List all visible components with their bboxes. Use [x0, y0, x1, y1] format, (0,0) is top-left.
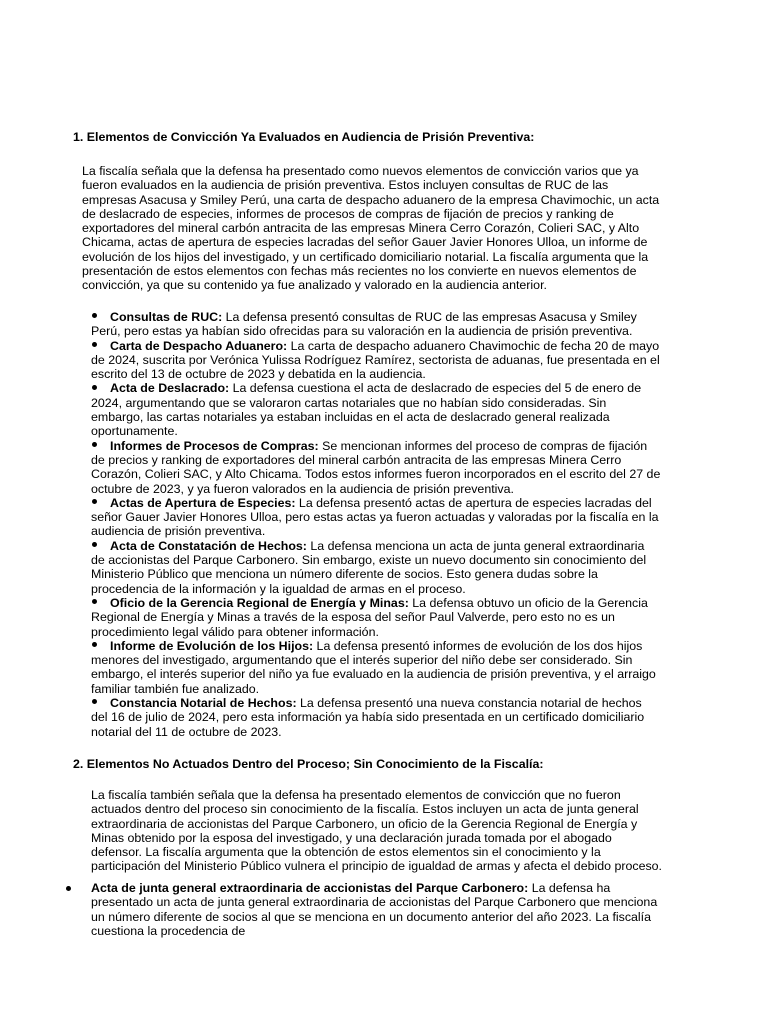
item-text: La defensa cuestiona el acta de deslacrado de especies del 5 de enero de 2024, argumentando que se valoraron cartas notariales que no habían sido consideradas. Sin embargo, las cartas notariales ya estaban incluidas en el acta de deslacrado general realizada oportunamente. [91, 381, 642, 439]
item-text: La defensa presentó informes de evolución de los dos hijos menores del investigado, argumentando que el interés superior del niño debe ser considerado. Sin embargo, el interés superior del niño ya fue evaluado en la audiencia de prisión preventiva, y el arraigo familiar también fue analizado. [91, 638, 656, 696]
list-item [91, 310, 661, 339]
bullet-icon [92, 442, 97, 447]
item-text: Se mencionan informes del proceso de compras de fijación de precios y ranking de exportadores del mineral carbón antracita de las empresas Minera Cerro Corazón, Colieri SAC, y Alto Chicama. Todos estos informes fueron incorporados en el escrito del 27 de octubre de 2023, y ya fueron valorados en la audiencia de prisión preventiva. [91, 438, 661, 496]
item-label: Acta de junta general extraordinaria de accionistas del Parque Carbonero: [91, 881, 529, 895]
item-text: La defensa menciona un acta de junta general extraordinaria de accionistas del Parque Carbonero. Sin embargo, existe un nuevo documento sin conocimiento del Ministerio Público que menciona un número diferente de socios. Esto genera dudas sobre la procedencia de la información y la igualdad de armas en el proceso. [91, 538, 647, 596]
item-label: Acta de Deslacrado: [110, 381, 230, 396]
list-item [91, 696, 661, 739]
bullet-icon [66, 886, 71, 891]
list-item [91, 439, 661, 496]
bullet-icon [92, 342, 97, 347]
item-label: Carta de Despacho Aduanero: [110, 338, 288, 353]
section-1-bullet-list [91, 310, 661, 739]
item-label: Acta de Constatación de Hechos: [110, 538, 307, 553]
item-text: La defensa ha presentado un acta de junta general extraordinaria de accionistas del Parque Carbonero que menciona un número diferente de socios al que se menciona en un documento anterior del año 2023. La fiscalía cuestiona la procedencia de [91, 881, 658, 938]
bullet-icon [92, 542, 97, 547]
section-1-heading: 1. Elementos de Convicción Ya Evaluados en Audiencia de Prisión Preventiva: [73, 130, 535, 144]
list-item [91, 381, 661, 438]
item-text: La carta de despacho aduanero Chavimochic de fecha 20 de mayo de 2024, suscrita por Verónica Yulissa Rodríguez Ramírez, sectorista de aduanas, fue presentada en el escrito del 13 de octubre de 2023 y debatida en la audiencia. [91, 338, 660, 382]
bullet-icon [92, 499, 97, 504]
section-2-paragraph: La fiscalía también señala que la defensa ha presentado elementos de convicción que no fueron actuados dentro del proceso sin conocimiento de la fiscalía. Estos incluyen un acta de junta general extraordinaria de accionistas del Parque Carbonero, un oficio de la Gerencia Regional de Energía y Minas obtenido por la esposa del investigado, y una declaración jurada tomada por el abogado defensor. La fiscalía argumenta que la obtención de estos elementos sin el conocimiento y la participación del Ministerio Público vulnera el principio de igualdad de armas y afecta el debido proceso. [91, 788, 662, 874]
bullet-icon [92, 313, 97, 318]
bullet-icon [92, 699, 97, 704]
list-item [91, 339, 661, 382]
item-label: Consultas de RUC: [110, 310, 223, 324]
bullet-icon [92, 599, 97, 604]
list-item [91, 496, 661, 539]
item-label: Informe de Evolución de los Hijos: [110, 638, 314, 653]
list-item [91, 639, 661, 696]
item-label: Constancia Notarial de Hechos: [110, 696, 297, 711]
bullet-icon [92, 642, 97, 647]
item-label: Oficio de la Gerencia Regional de Energía y Minas: [110, 595, 409, 610]
list-item [91, 539, 661, 596]
bullet-icon [92, 385, 97, 390]
section-2-heading: 2. Elementos No Actuados Dentro del Proceso; Sin Conocimiento de la Fiscalía: [73, 757, 544, 771]
item-text: La defensa obtuvo un oficio de la Gerencia Regional de Energía y Minas a través de la esposa del señor Paul Valverde, pero esto no es un procedimiento legal válido para obtener información. [91, 595, 648, 639]
item-text: La defensa presentó una nueva constancia notarial de hechos del 16 de julio de 2024, pero esta información ya había sido presentada en un certificado domiciliario notarial del 11 de octubre de 2023. [91, 696, 645, 739]
item-label: Informes de Procesos de Compras: [110, 438, 319, 453]
item-label: Actas de Apertura de Especies: [110, 495, 296, 510]
section-2-list-item [91, 881, 663, 938]
list-item [91, 596, 661, 639]
item-text: La defensa presentó consultas de RUC de las empresas Asacusa y Smiley Perú, pero estas ya habían sido ofrecidas para su valoración en la audiencia de prisión preventiva. [91, 310, 637, 339]
section-1-paragraph: La fiscalía señala que la defensa ha presentado como nuevos elementos de convicción varios que ya fueron evaluados en la audiencia de prisión preventiva. Estos incluyen consultas de RUC de las empresas Asacusa y Smiley Perú, una carta de despacho aduanero de la empresa Chavimochic, un acta de deslacrado de especies, informes de procesos de compras de fijación de precios y ranking de exportadores del mineral carbón antracita de las empresas Minera Cerro Corazón, Colieri SAC, y Alto Chicama, actas de apertura de especies lacradas del señor Gauer Javier Honores Ulloa, un informe de evolución de los hijos del investigado, y un certificado domiciliario notarial. La fiscalía argumenta que la presentación de estos elementos con fechas más recientes no los convierte en nuevos elementos de convicción, ya que su contenido ya fue analizado y valorado en la audiencia anterior. [82, 164, 660, 293]
item-text: La defensa presentó actas de apertura de especies lacradas del señor Gauer Javier Honores Ulloa, pero estas actas ya fueron actuadas y valoradas por la fiscalía en la audiencia de prisión preventiva. [91, 495, 659, 539]
